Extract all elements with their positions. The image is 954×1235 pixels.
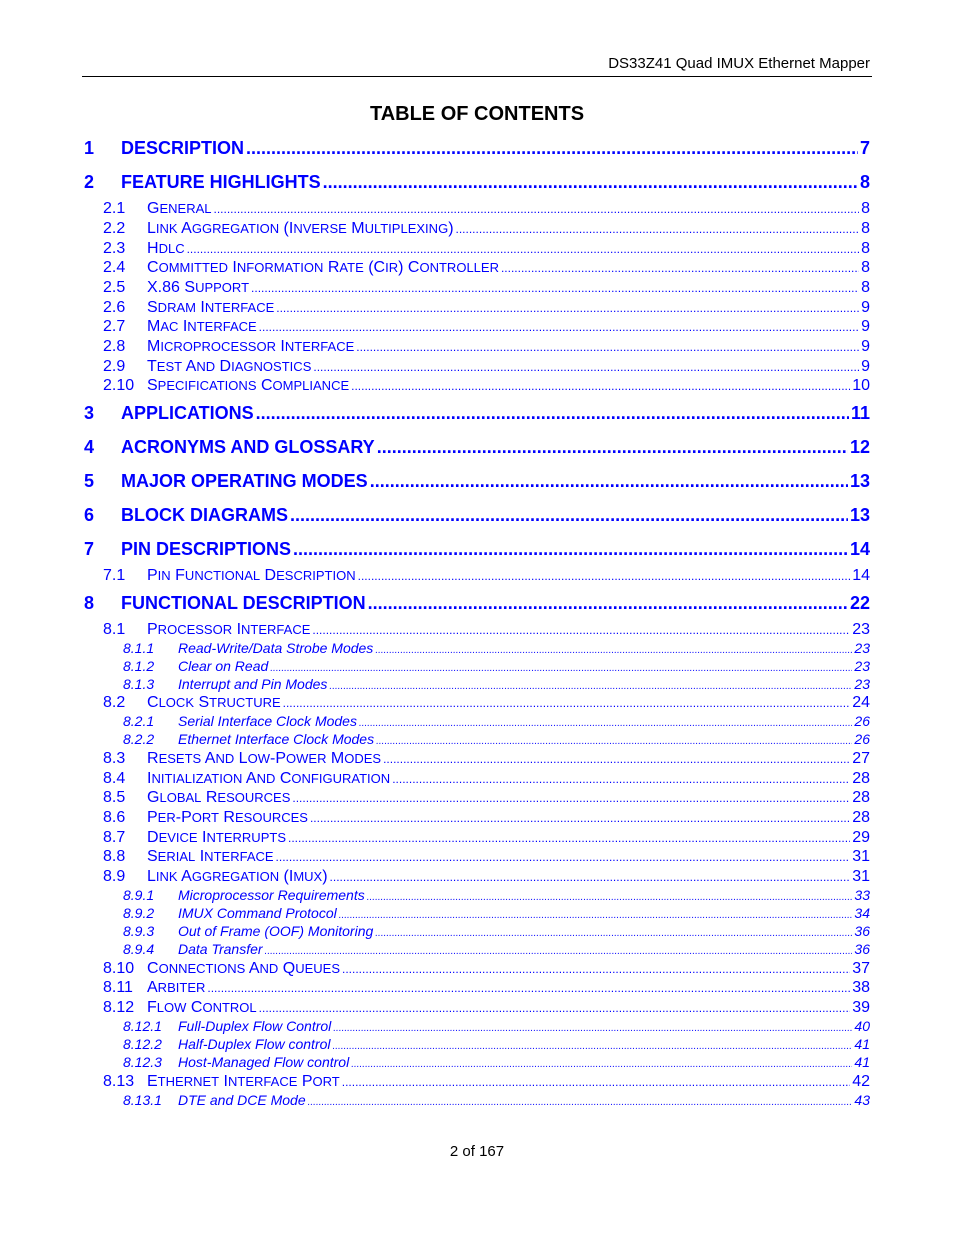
toc-entry-number: 2.5 bbox=[103, 279, 126, 296]
toc-entry[interactable] bbox=[123, 713, 870, 729]
dot-leader bbox=[276, 301, 859, 315]
dot-leader bbox=[329, 681, 852, 692]
toc-entry-title: Ethernet Interface Clock Modes bbox=[178, 731, 375, 747]
toc-entry-title: Serial Interface Clock Modes bbox=[178, 713, 357, 729]
dot-leader bbox=[456, 222, 860, 236]
toc-entry-number: 5 bbox=[84, 471, 95, 491]
toc-entry-title: SERIAL INTERFACE bbox=[147, 848, 274, 865]
toc-entry[interactable] bbox=[103, 829, 870, 847]
toc-entry-page: 28 bbox=[852, 789, 870, 806]
toc-entry[interactable] bbox=[84, 437, 870, 458]
toc-entry-page: 23 bbox=[854, 676, 870, 692]
toc-entry-title: Host-Managed Flow control bbox=[178, 1054, 350, 1070]
toc-entry-title: RESETS AND LOW-POWER MODES bbox=[147, 750, 382, 767]
dot-leader bbox=[377, 437, 848, 458]
toc-entry-page: 41 bbox=[854, 1054, 870, 1070]
toc-entry-title: MICROPROCESSOR INTERFACE bbox=[147, 338, 355, 355]
toc-entry-number: 8.6 bbox=[103, 809, 126, 826]
toc-entry-title: FLOW CONTROL bbox=[147, 999, 257, 1016]
toc-entry-page: 28 bbox=[852, 770, 870, 787]
dot-leader bbox=[375, 928, 852, 939]
toc-entry-page: 26 bbox=[854, 713, 870, 729]
toc-entry-page: 29 bbox=[852, 829, 870, 846]
toc-entry-title: FEATURE HIGHLIGHTS bbox=[121, 172, 321, 192]
toc-entry[interactable] bbox=[103, 868, 870, 886]
dot-leader bbox=[292, 791, 850, 805]
toc-entry-title: Microprocessor Requirements bbox=[178, 887, 365, 903]
toc-entry-number: 4 bbox=[84, 437, 95, 457]
toc-entry-number: 8.5 bbox=[103, 789, 126, 806]
toc-entry-number: 2.2 bbox=[103, 220, 126, 237]
toc-entry-number: 8.9.2 bbox=[123, 905, 155, 921]
toc-entry-page: 27 bbox=[852, 750, 870, 767]
toc-entry[interactable] bbox=[123, 640, 870, 656]
toc-entry-page: 14 bbox=[849, 539, 870, 559]
toc-entry-number: 8.1 bbox=[103, 621, 126, 638]
toc-entry-number: 2 bbox=[84, 172, 95, 192]
toc-entry-number: 8.4 bbox=[103, 770, 126, 787]
toc-entry-title: INITIALIZATION AND CONFIGURATION bbox=[147, 770, 391, 787]
toc-entry[interactable] bbox=[103, 750, 870, 768]
toc-entry-page: 23 bbox=[854, 640, 870, 656]
toc-entry-page: 43 bbox=[854, 1092, 870, 1108]
toc-entry-number: 8.9 bbox=[103, 868, 126, 885]
toc-entry[interactable] bbox=[103, 358, 870, 376]
dot-leader bbox=[333, 1023, 852, 1034]
toc-entry[interactable] bbox=[123, 887, 870, 903]
dot-leader bbox=[187, 242, 860, 256]
toc-entry-page: 11 bbox=[850, 403, 870, 423]
toc-entry-title: Data Transfer bbox=[178, 941, 263, 957]
dot-leader bbox=[312, 623, 850, 637]
toc-entry-page: 39 bbox=[852, 999, 870, 1016]
toc-entry-title: X.86 SUPPORT bbox=[147, 279, 250, 296]
toc-entry[interactable] bbox=[103, 299, 870, 317]
toc-entry[interactable] bbox=[123, 658, 870, 674]
dot-leader bbox=[293, 539, 848, 560]
toc-entry-title: FUNCTIONAL DESCRIPTION bbox=[121, 593, 366, 613]
toc-entry-number: 8.12.2 bbox=[123, 1036, 162, 1052]
toc-entry-title: Clear on Read bbox=[178, 658, 269, 674]
toc-entry-page: 36 bbox=[854, 941, 870, 957]
toc-entry-title: PIN FUNCTIONAL DESCRIPTION bbox=[147, 567, 356, 584]
toc-entry-page: 26 bbox=[854, 731, 870, 747]
toc-entry-number: 6 bbox=[84, 505, 95, 525]
toc-entry-number: 8.3 bbox=[103, 750, 126, 767]
toc-entry[interactable] bbox=[103, 240, 870, 258]
toc-entry-title: Read-Write/Data Strobe Modes bbox=[178, 640, 374, 656]
toc-entry[interactable] bbox=[123, 731, 870, 747]
dot-leader bbox=[265, 946, 853, 957]
toc-entry-page: 13 bbox=[849, 505, 870, 525]
toc-entry[interactable] bbox=[123, 1018, 870, 1034]
toc-entry-title: HDLC bbox=[147, 240, 185, 257]
toc-entry-page: 34 bbox=[854, 905, 870, 921]
toc-entry-number: 2.7 bbox=[103, 318, 126, 335]
dot-leader bbox=[359, 718, 852, 729]
toc-entry-number: 8.2.1 bbox=[123, 713, 155, 729]
toc-entry-title: APPLICATIONS bbox=[121, 403, 254, 423]
toc-entry-title: SDRAM INTERFACE bbox=[147, 299, 275, 316]
toc-entry-title: MAC INTERFACE bbox=[147, 318, 257, 335]
toc-entry-number: 8.9.3 bbox=[123, 923, 155, 939]
toc-entry-number: 8.13 bbox=[103, 1073, 135, 1090]
dot-leader bbox=[367, 892, 853, 903]
toc-entry-page: 8 bbox=[861, 220, 870, 237]
dot-leader bbox=[375, 645, 852, 656]
toc-entry-number: 8.9.1 bbox=[123, 887, 155, 903]
toc-entry-page: 22 bbox=[849, 593, 870, 613]
toc-entry[interactable] bbox=[103, 279, 870, 297]
dot-leader bbox=[251, 281, 859, 295]
toc-entry-page: 9 bbox=[861, 358, 870, 375]
toc-entry[interactable] bbox=[84, 539, 870, 560]
toc-entry-title: CLOCK STRUCTURE bbox=[147, 694, 281, 711]
toc-entry-page: 8 bbox=[861, 279, 870, 296]
dot-leader bbox=[330, 870, 851, 884]
dot-leader bbox=[351, 379, 850, 393]
toc-entry[interactable] bbox=[103, 200, 870, 218]
dot-leader bbox=[333, 1041, 853, 1052]
toc-entry[interactable] bbox=[103, 979, 870, 997]
toc-entry-number: 8.12.3 bbox=[123, 1054, 162, 1070]
toc-entry-title: DESCRIPTION bbox=[121, 138, 245, 158]
toc-entry-title: BLOCK DIAGRAMS bbox=[121, 505, 288, 525]
toc-heading: TABLE OF CONTENTS bbox=[369, 103, 585, 125]
header-divider bbox=[82, 76, 872, 77]
toc-entry[interactable] bbox=[103, 789, 870, 807]
toc-entry-page: 23 bbox=[854, 658, 870, 674]
toc-entry[interactable] bbox=[103, 1073, 870, 1091]
toc-entry-number: 8.1.3 bbox=[123, 676, 155, 692]
dot-leader bbox=[213, 202, 859, 216]
dot-leader bbox=[339, 910, 853, 921]
dot-leader bbox=[207, 981, 850, 995]
toc-entry-page: 33 bbox=[854, 887, 870, 903]
toc-entry[interactable] bbox=[103, 318, 870, 336]
toc-entry-number: 8.10 bbox=[103, 960, 135, 977]
toc-entry-page: 8 bbox=[861, 259, 870, 276]
toc-entry-page: 36 bbox=[854, 923, 870, 939]
document-title: DS33Z41 Quad IMUX Ethernet Mapper bbox=[608, 55, 870, 72]
page-number: 2 of 167 bbox=[449, 1143, 505, 1160]
dot-leader bbox=[283, 696, 851, 710]
toc-entry-number: 8 bbox=[84, 593, 95, 613]
toc-entry-page: 9 bbox=[861, 318, 870, 335]
toc-entry[interactable] bbox=[103, 567, 870, 585]
toc-entry[interactable] bbox=[84, 138, 870, 159]
toc-entry-number: 8.12 bbox=[103, 999, 135, 1016]
dot-leader bbox=[313, 360, 859, 374]
toc-entry[interactable] bbox=[84, 471, 870, 492]
toc-entry[interactable] bbox=[103, 621, 870, 639]
toc-entry[interactable] bbox=[103, 220, 870, 238]
toc-entry-number: 2.1 bbox=[103, 200, 126, 217]
toc-entry-title: TEST AND DIAGNOSTICS bbox=[147, 358, 312, 375]
toc-entry[interactable] bbox=[123, 1036, 870, 1052]
toc-entry-number: 3 bbox=[84, 403, 95, 423]
toc-entry-title: ETHERNET INTERFACE PORT bbox=[147, 1073, 340, 1090]
toc-entry-title: Interrupt and Pin Modes bbox=[178, 676, 328, 692]
toc-entry-title: MAJOR OPERATING MODES bbox=[121, 471, 368, 491]
toc-entry[interactable] bbox=[123, 1092, 870, 1108]
toc-entry[interactable] bbox=[103, 809, 870, 827]
toc-entry-title: DTE and DCE Mode bbox=[178, 1092, 306, 1108]
toc-entry-number: 8.12.1 bbox=[123, 1018, 162, 1034]
toc-entry-title: Out of Frame (OOF) Monitoring bbox=[178, 923, 374, 939]
dot-leader bbox=[288, 831, 850, 845]
toc-entry-page: 28 bbox=[852, 809, 870, 826]
toc-entry-title: LINK AGGREGATION (IMUX) bbox=[147, 868, 328, 885]
dot-leader bbox=[356, 340, 859, 354]
toc-entry-title: IMUX Command Protocol bbox=[178, 905, 337, 921]
toc-entry-title: LINK AGGREGATION (INVERSE MULTIPLEXING) bbox=[147, 220, 454, 237]
dot-leader bbox=[270, 663, 852, 674]
toc-entry-page: 40 bbox=[854, 1018, 870, 1034]
toc-entry-number: 8.2 bbox=[103, 694, 126, 711]
toc-entry-page: 9 bbox=[861, 338, 870, 355]
toc-entry-number: 2.10 bbox=[103, 377, 135, 394]
toc-entry-number: 8.1.1 bbox=[123, 640, 155, 656]
toc-entry[interactable] bbox=[123, 941, 870, 957]
toc-entry[interactable] bbox=[123, 905, 870, 921]
toc-entry-number: 2.9 bbox=[103, 358, 126, 375]
dot-leader bbox=[351, 1059, 852, 1070]
toc-entry-title: COMMITTED INFORMATION RATE (CIR) CONTROLLER bbox=[147, 259, 499, 276]
toc-entry-page: 37 bbox=[852, 960, 870, 977]
toc-entry-number: 8.11 bbox=[103, 979, 133, 996]
dot-leader bbox=[383, 752, 850, 766]
dot-leader bbox=[370, 471, 848, 492]
dot-leader bbox=[368, 593, 848, 614]
toc-entry-number: 8.9.4 bbox=[123, 941, 155, 957]
toc-entry-page: 38 bbox=[852, 979, 870, 996]
dot-leader bbox=[358, 569, 851, 583]
toc-entry-title: DEVICE INTERRUPTS bbox=[147, 829, 286, 846]
dot-leader bbox=[323, 172, 858, 193]
dot-leader bbox=[259, 320, 859, 334]
toc-entry-number: 7.1 bbox=[103, 567, 126, 584]
toc-entry[interactable] bbox=[103, 259, 870, 277]
toc-entry[interactable] bbox=[84, 403, 870, 424]
toc-entry-number: 2.4 bbox=[103, 259, 126, 276]
dot-leader bbox=[310, 811, 850, 825]
dot-leader bbox=[342, 962, 850, 976]
toc-entry[interactable] bbox=[103, 999, 870, 1017]
dot-leader bbox=[392, 772, 850, 786]
toc-entry-title: ARBITER bbox=[147, 979, 206, 996]
toc-entry-number: 2.3 bbox=[103, 240, 126, 257]
dot-leader bbox=[290, 505, 848, 526]
toc-entry-number: 8.8 bbox=[103, 848, 126, 865]
toc-entry-page: 23 bbox=[852, 621, 870, 638]
toc-entry[interactable] bbox=[103, 377, 870, 395]
toc-entry[interactable] bbox=[84, 505, 870, 526]
toc-entry-title: GENERAL bbox=[147, 200, 212, 217]
toc-entry-page: 9 bbox=[861, 299, 870, 316]
toc-entry[interactable] bbox=[123, 1054, 870, 1070]
toc-entry-title: CONNECTIONS AND QUEUES bbox=[147, 960, 341, 977]
toc-entry-number: 1 bbox=[84, 138, 95, 158]
toc-entry-title: Full-Duplex Flow Control bbox=[178, 1018, 332, 1034]
toc-entry-page: 8 bbox=[859, 172, 870, 192]
toc-entry-number: 2.6 bbox=[103, 299, 126, 316]
toc-entry-page: 8 bbox=[861, 240, 870, 257]
toc-entry-page: 24 bbox=[852, 694, 870, 711]
toc-entry-number: 7 bbox=[84, 539, 95, 559]
toc-entry-page: 12 bbox=[849, 437, 870, 457]
toc-entry-title: PIN DESCRIPTIONS bbox=[121, 539, 292, 559]
toc-entry[interactable] bbox=[103, 770, 870, 788]
toc-entry[interactable] bbox=[103, 848, 870, 866]
toc-entry-page: 14 bbox=[852, 567, 870, 584]
toc-entry-title: GLOBAL RESOURCES bbox=[147, 789, 291, 806]
toc-entry-number: 2.8 bbox=[103, 338, 126, 355]
toc-entry[interactable] bbox=[103, 694, 870, 712]
dot-leader bbox=[256, 403, 849, 424]
dot-leader bbox=[376, 736, 852, 747]
toc-entry-page: 13 bbox=[849, 471, 870, 491]
toc-entry-page: 31 bbox=[852, 868, 870, 885]
toc-entry-number: 8.2.2 bbox=[123, 731, 155, 747]
toc-entry-title: PER-PORT RESOURCES bbox=[147, 809, 308, 826]
dot-leader bbox=[308, 1097, 853, 1108]
toc-entry-page: 8 bbox=[861, 200, 870, 217]
toc-entry[interactable] bbox=[103, 960, 870, 978]
toc-entry-title: ACRONYMS AND GLOSSARY bbox=[121, 437, 375, 457]
toc-entry-page: 41 bbox=[854, 1036, 870, 1052]
dot-leader bbox=[501, 261, 859, 275]
toc-entry-page: 31 bbox=[852, 848, 870, 865]
toc-entry-number: 8.1.2 bbox=[123, 658, 155, 674]
toc-entry[interactable] bbox=[84, 593, 870, 614]
toc-entry-number: 8.13.1 bbox=[123, 1092, 162, 1108]
dot-leader bbox=[259, 1001, 851, 1015]
toc-entry[interactable] bbox=[84, 172, 870, 193]
toc-entry-title: Half-Duplex Flow control bbox=[178, 1036, 331, 1052]
toc-entry-number: 8.7 bbox=[103, 829, 126, 846]
toc-entry-page: 7 bbox=[859, 138, 870, 158]
toc-entry[interactable] bbox=[123, 923, 870, 939]
toc-entry[interactable] bbox=[123, 676, 870, 692]
toc-entry-page: 10 bbox=[852, 377, 870, 394]
toc-entry-title: PROCESSOR INTERFACE bbox=[147, 621, 311, 638]
toc-entry-title: SPECIFICATIONS COMPLIANCE bbox=[147, 377, 350, 394]
dot-leader bbox=[342, 1075, 850, 1089]
toc-entry-page: 42 bbox=[852, 1073, 870, 1090]
toc-entry[interactable] bbox=[103, 338, 870, 356]
dot-leader bbox=[246, 138, 858, 159]
dot-leader bbox=[276, 850, 851, 864]
